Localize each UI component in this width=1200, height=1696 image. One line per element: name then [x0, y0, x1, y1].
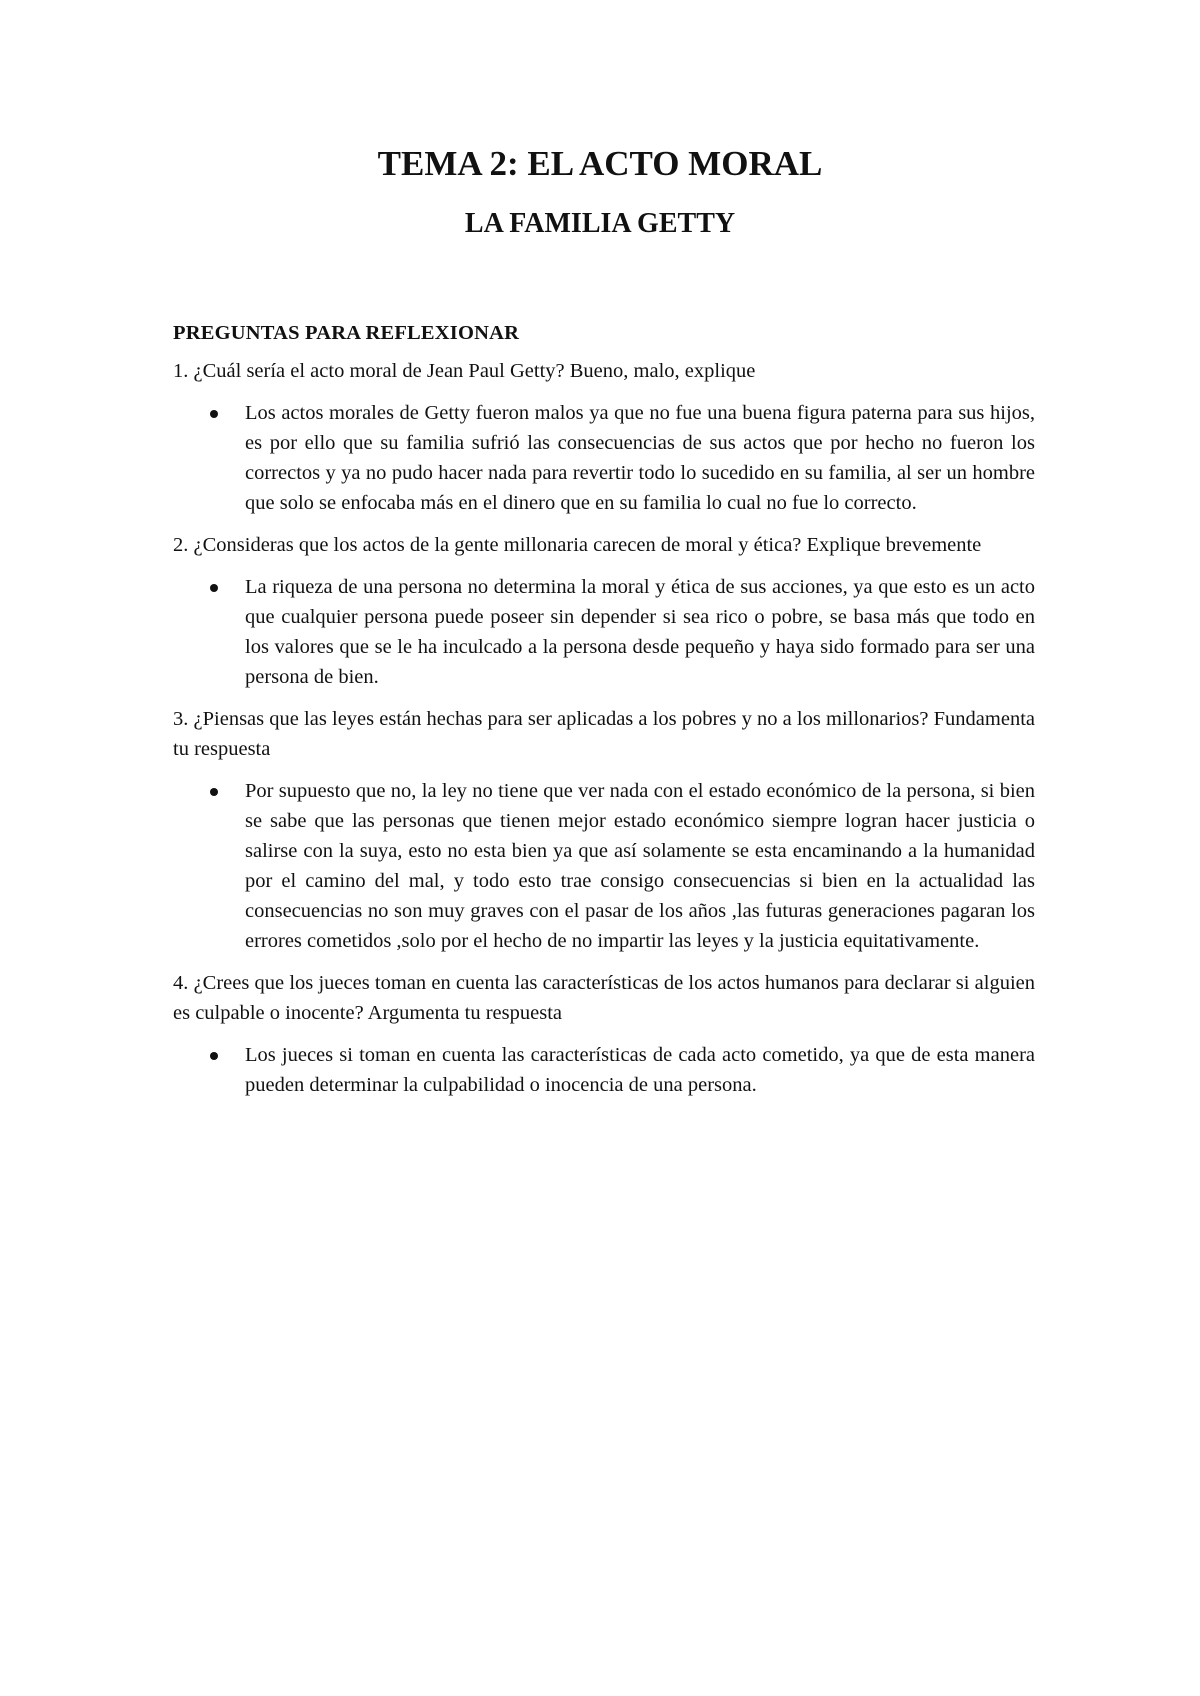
answer-2: [245, 572, 1035, 692]
answer-2-text: La riqueza de una persona no determina la moral y ética de sus acciones, ya que esto es un acto que cualquier persona puede poseer sin depender si sea rico o pobre, se basa más que todo en los valores que se le ha inculcado a la persona desde pequeño y haya sido formado para ser una persona de bien.: [245, 576, 1035, 688]
document-subtitle: LA FAMILIA GETTY: [464, 208, 736, 239]
question-1: 1. ¿Cuál sería el acto moral de Jean Paul Getty? Bueno, malo, explique: [173, 360, 756, 382]
question-3: 3. ¿Piensas que las leyes están hechas para ser aplicadas a los pobres y no a los millonarios? Fundamenta tu respuesta: [173, 708, 1035, 760]
bullet-icon: [210, 410, 218, 418]
answer-3: [245, 776, 1035, 956]
answer-list-3: [173, 776, 1035, 956]
answer-list-4: [173, 1040, 1035, 1100]
answer-3-text: Por supuesto que no, la ley no tiene que ver nada con el estado económico de la persona, si bien se sabe que las personas que tienen mejor estado económico siempre logran hacer justicia o salirse con la suya, esto no esta bien ya que así solamente se esta encaminando a la humanidad por el camino del mal, y todo esto trae consigo consecuencias si bien en la actualidad las consecuencias no son muy graves con el pasar de los años ,las futuras generaciones pagaran los errores cometidos ,solo por el hecho de no impartir las leyes y la justicia equitativamente.: [245, 780, 1035, 952]
question-4: 4. ¿Crees que los jueces toman en cuenta las características de los actos humanos para declarar si alguien es culpable o inocente? Argumenta tu respuesta: [173, 972, 1035, 1024]
bullet-icon: [210, 788, 218, 796]
document-title: TEMA 2: EL ACTO MORAL: [377, 144, 823, 183]
answer-4-text: Los jueces si toman en cuenta las características de cada acto cometido, ya que de esta manera pueden determinar la culpabilidad o inocencia de una persona.: [245, 1044, 1035, 1096]
question-2: 2. ¿Consideras que los actos de la gente millonaria carecen de moral y ética? Explique brevemente: [173, 534, 982, 556]
answer-4: [245, 1040, 1035, 1100]
answer-1-text: Los actos morales de Getty fueron malos ya que no fue una buena figura paterna para sus hijos, es por ello que su familia sufrió las consecuencias de sus actos que por hecho no fueron los correctos y ya no pudo hacer nada para revertir todo lo sucedido en su familia, al ser un hombre que solo se enfocaba más en el dinero que en su familia lo cual no fue lo correcto.: [245, 402, 1035, 514]
document-body: [173, 318, 1035, 1112]
bullet-icon: [210, 584, 218, 592]
section-heading: PREGUNTAS PARA REFLEXIONAR: [173, 322, 520, 344]
bullet-icon: [210, 1052, 218, 1060]
answer-1: [245, 398, 1035, 518]
answer-list-1: [173, 398, 1035, 518]
answer-list-2: [173, 572, 1035, 692]
